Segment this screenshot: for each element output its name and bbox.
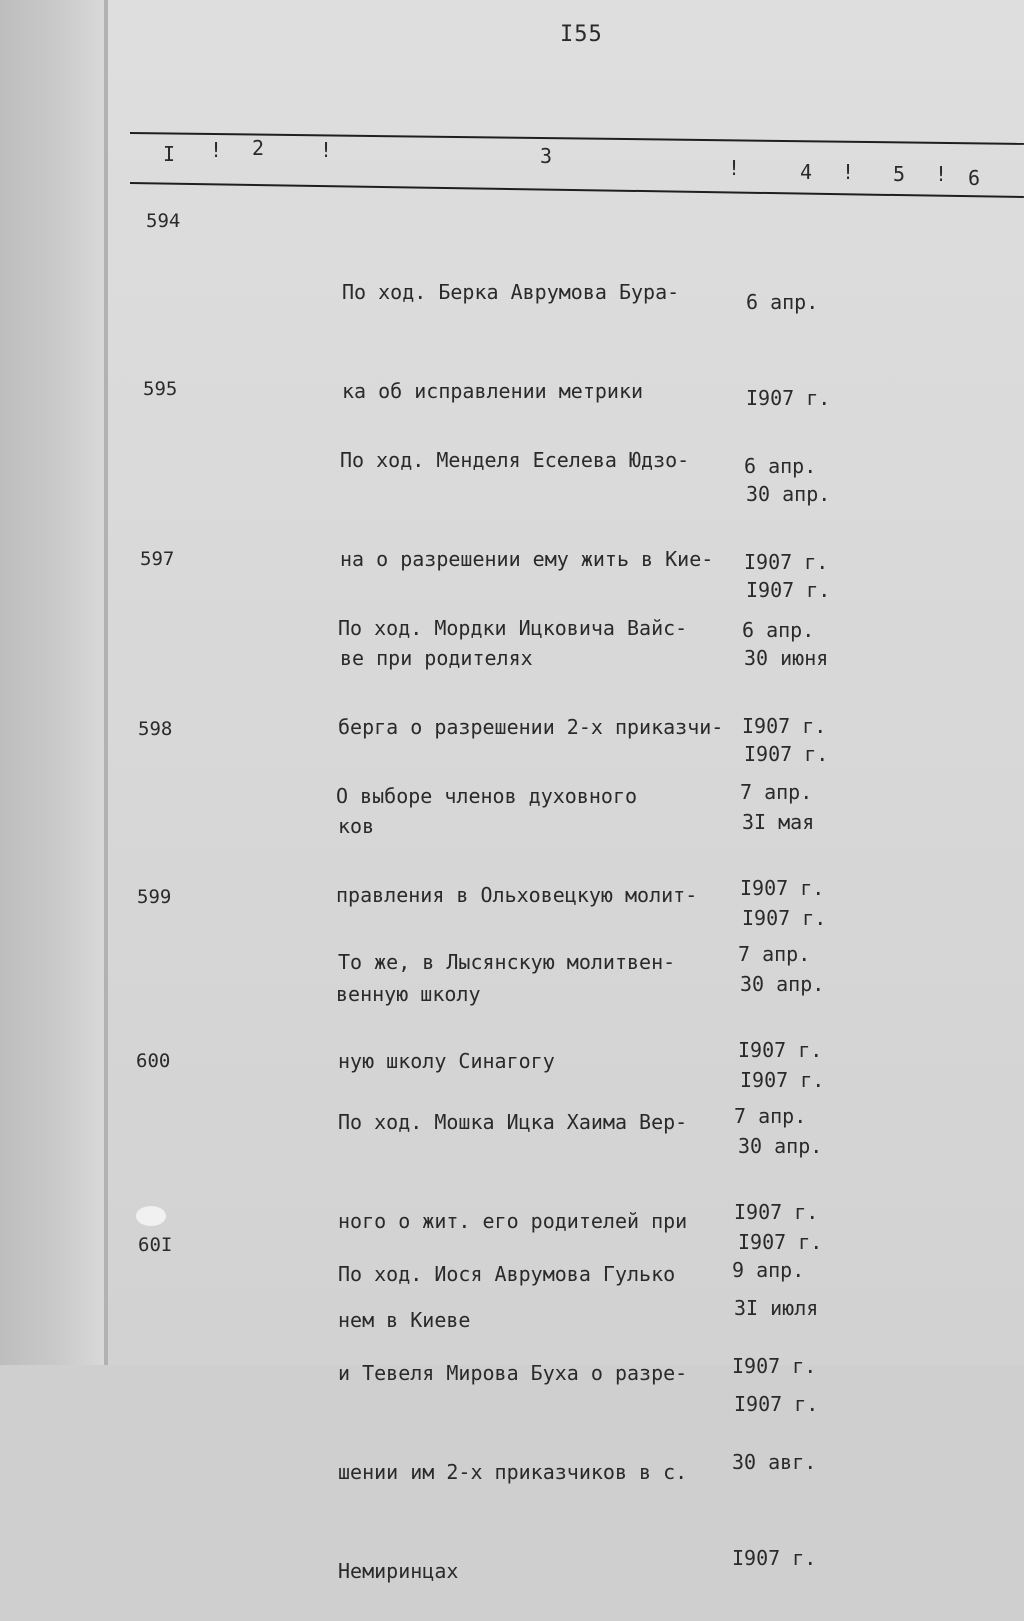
description-line: Немиринцах (338, 1559, 459, 1583)
date-line: I907 г. (740, 876, 825, 900)
description-line: и Тевеля Мирова Буха о разре- (338, 1361, 688, 1385)
header-separator: ! (935, 162, 948, 186)
description-line: По ход. Иося Аврумова Гулько (338, 1262, 676, 1286)
description-line: По ход. Менделя Еселева Юдзо- (340, 448, 690, 472)
date-line: I907 г. (744, 550, 829, 574)
punched-hole (136, 1206, 166, 1226)
description-line: на о разрешении ему жить в Кие- (340, 547, 714, 571)
row-number: 599 (137, 886, 172, 908)
header-col-1: I (163, 142, 176, 166)
row-number: 594 (146, 210, 181, 232)
description-line: ков (338, 814, 375, 838)
date-line: 30 авг. (732, 1450, 817, 1474)
description-line: То же, в Лысянскую молитвен- (338, 950, 676, 974)
date-line: I907 г. (742, 906, 827, 930)
date-line: I907 г. (742, 714, 827, 738)
header-col-6: 6 (968, 166, 981, 190)
row-number: 595 (143, 378, 178, 400)
row-number: 600 (136, 1050, 171, 1072)
date-line: I907 г. (738, 1038, 823, 1062)
date-line: I907 г. (746, 386, 831, 410)
header-separator: ! (210, 138, 223, 162)
description-line: ве при родителях (340, 646, 533, 670)
date-line: I907 г. (744, 742, 829, 766)
date-line: 30 апр. (746, 482, 831, 506)
description-line: По ход. Мордки Ицковича Вайс- (338, 616, 688, 640)
description-line: нем в Киеве (338, 1308, 471, 1332)
date-line: I907 г. (740, 1068, 825, 1092)
page-number: I55 (560, 22, 603, 47)
date-line: 3I июля (734, 1296, 819, 1320)
header-separator: ! (320, 138, 333, 162)
row-dates (732, 1190, 842, 1606)
description-line: правления в Ольховецкую молит- (336, 883, 698, 907)
date-line: 3I мая (742, 810, 815, 834)
date-line: I907 г. (746, 578, 831, 602)
description-line: ную школу Синагогу (338, 1049, 555, 1073)
page-spine-edge (104, 0, 108, 1365)
row-number: 598 (138, 718, 173, 740)
date-line: 9 апр. (732, 1258, 805, 1282)
date-line: 30 июня (744, 646, 829, 670)
date-line: 7 апр. (738, 942, 811, 966)
header-col-3: 3 (540, 144, 553, 168)
date-line: I907 г. (732, 1546, 817, 1570)
description-line: шении им 2-х приказчиков в с. (338, 1460, 688, 1484)
description-line: ка об исправлении метрики (342, 379, 644, 403)
description-line: берга о разрешении 2-х приказчи- (338, 715, 724, 739)
date-line: I907 г. (734, 1392, 819, 1416)
date-line: 6 апр. (746, 290, 819, 314)
header-col-4: 4 (800, 160, 813, 184)
description-line: По ход. Мошка Ицка Хаима Вер- (338, 1110, 688, 1134)
date-line: 7 апр. (740, 780, 813, 804)
date-line: 6 апр. (744, 454, 817, 478)
description-line: О выборе членов духовного (336, 784, 638, 808)
date-line: 7 апр. (734, 1104, 807, 1128)
date-line: 6 апр. (742, 618, 815, 642)
date-line: I907 г. (738, 1230, 823, 1254)
date-line: 30 апр. (738, 1134, 823, 1158)
description-line: венную школу (336, 982, 481, 1006)
date-line: 30 апр. (740, 972, 825, 996)
description-line: ного о жит. его родителей при (338, 1209, 688, 1233)
row-description (338, 1192, 758, 1621)
header-separator: ! (728, 156, 741, 180)
header-separator: ! (842, 160, 855, 184)
header-col-2: 2 (252, 136, 265, 160)
date-line: I907 г. (734, 1200, 819, 1224)
row-number: 597 (140, 548, 175, 570)
description-line: По ход. Берка Аврумова Бура- (342, 280, 680, 304)
row-number: 60I (138, 1234, 173, 1256)
header-col-5: 5 (893, 162, 906, 186)
date-line: I907 г. (732, 1354, 817, 1378)
